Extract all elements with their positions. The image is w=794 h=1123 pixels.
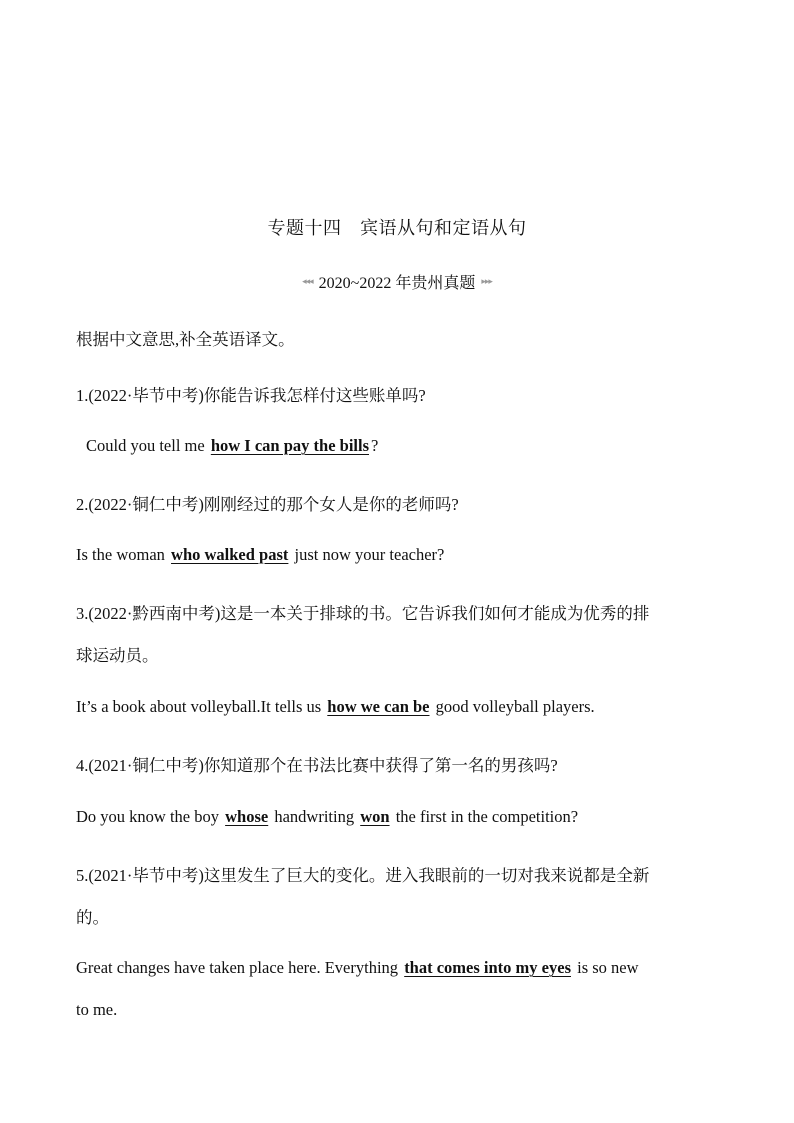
subtitle-text: 2020~2022 年贵州真题 <box>318 275 476 292</box>
answer-5-suffix: is so new <box>572 958 639 977</box>
answer-5-line-1 <box>76 958 726 978</box>
answer-2 <box>76 545 726 565</box>
answer-3-suffix: good volleyball players. <box>431 697 595 716</box>
question-4: 4.(2021·铜仁中考)你知道那个在书法比赛中获得了第一名的男孩吗? <box>76 756 558 775</box>
question-3-line-1: 3.(2022·黔西南中考)这是一本关于排球的书。它告诉我们如何才能成为优秀的排 <box>76 604 650 623</box>
decoration-right-arrows: ▸▸▸ <box>481 276 492 286</box>
answer-4 <box>76 807 726 827</box>
answer-3 <box>76 697 726 717</box>
page-title: 专题十四 宾语从句和定语从句 <box>267 218 527 238</box>
answer-1-prefix: Could you tell me <box>86 436 209 455</box>
answer-1 <box>86 436 736 456</box>
answer-4-fill-1: whose <box>225 807 269 826</box>
question-1: 1.(2022·毕节中考)你能告诉我怎样付这些账单吗? <box>76 386 426 405</box>
answer-4-middle: handwriting <box>270 807 359 826</box>
answer-2-fill: who walked past <box>171 545 289 564</box>
answer-1-fill: how I can pay the bills <box>210 436 369 455</box>
question-5-line-2: 的。 <box>76 908 109 927</box>
instruction-text: 根据中文意思,补全英语译文。 <box>76 330 295 349</box>
question-5-line-1: 5.(2021·毕节中考)这里发生了巨大的变化。进入我眼前的一切对我来说都是全新 <box>76 866 650 885</box>
answer-3-fill: how we can be <box>327 697 430 716</box>
answer-4-prefix: Do you know the boy <box>76 807 224 826</box>
answer-5-line-2: to me. <box>76 1000 118 1019</box>
answer-5-prefix: Great changes have taken place here. Everything <box>76 958 403 977</box>
answer-4-suffix: the first in the competition? <box>391 807 579 826</box>
answer-5-fill: that comes into my eyes <box>404 958 571 977</box>
answer-1-suffix: ? <box>371 436 379 455</box>
question-3-line-2: 球运动员。 <box>76 646 159 665</box>
page-subtitle <box>0 270 794 293</box>
answer-2-prefix: Is the woman <box>76 545 170 564</box>
answer-2-suffix: just now your teacher? <box>290 545 445 564</box>
question-2: 2.(2022·铜仁中考)刚刚经过的那个女人是你的老师吗? <box>76 495 459 514</box>
answer-3-prefix: It’s a book about volleyball.It tells us <box>76 697 326 716</box>
answer-4-fill-2: won <box>360 807 390 826</box>
decoration-left-arrows: ◂◂◂ <box>302 276 313 286</box>
